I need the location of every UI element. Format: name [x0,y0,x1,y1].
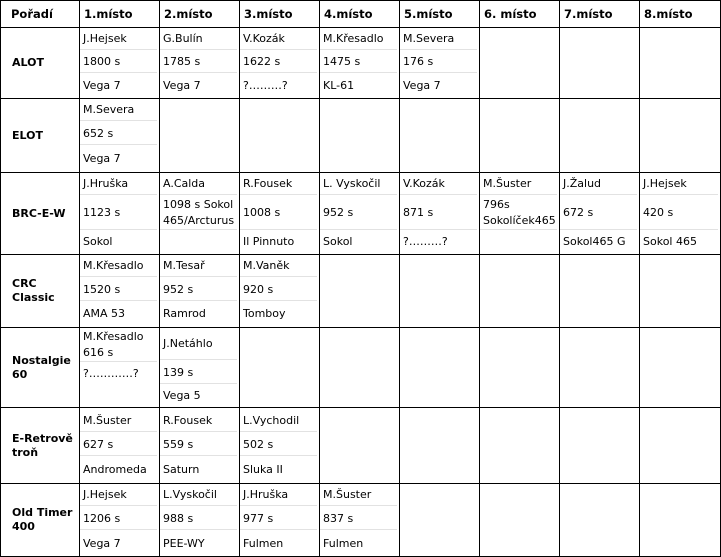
flight-time: 1123 s [80,196,157,230]
result-cell [80,28,159,98]
competitor-name: R.Fousek [240,173,317,195]
flight-time: 1785 s [160,51,237,73]
model-name: Sokol [323,235,353,248]
flight-time: 139 s [160,361,237,384]
flight-time: ?…………? [83,367,139,380]
model-name: Vega 7 [83,152,121,165]
competitor-name: M.Severa [400,28,477,50]
competitor-name: M.Vaněk [240,255,317,277]
flight-time: 1098 s Sokol 465/Arcturus [160,196,237,230]
competitor-name: M.Šuster [320,484,397,506]
competitor-name: M.Šuster [80,410,157,432]
model-name: Vega 7 [403,79,441,92]
header-cell: Pořadí [11,7,53,21]
model-name: Vega 7 [83,537,121,550]
result-cell [160,28,239,98]
flight-time: 672 s [560,196,637,230]
result-cell [480,173,559,254]
model-name: Vega 7 [83,79,121,92]
competitor-name: L.Vyskočil [160,484,237,506]
competitor-name: J.Hejsek [80,484,157,506]
result-cell [160,484,239,556]
result-cell [80,408,159,483]
model-name: PEE-WY [163,537,205,550]
competitor-name: J.Hejsek [640,173,718,195]
model-name: Sokol [83,235,113,248]
result-cell [80,255,159,327]
header-cell: 3.místo [244,7,293,21]
header-cell: 7.místo [564,7,613,21]
header-cell: 1.místo [84,7,133,21]
model-name: Vega 7 [163,79,201,92]
result-cell [320,484,399,556]
flight-time: 952 s [320,196,397,230]
competitor-name: M.Křesadlo [80,255,157,277]
model-name [160,231,237,253]
category-label: CRC Classic [12,277,55,304]
flight-time: 652 s [80,123,157,145]
model-name: Andromeda [83,463,147,476]
competitor-name: M.Severa [80,99,157,121]
header-cell: 2.místo [164,7,213,21]
model-name [480,231,557,253]
result-cell [160,255,239,327]
category-label: E-Retrovětroň [12,431,73,459]
flight-time: 977 s [240,508,317,530]
model-name: Ramrod [163,307,206,320]
result-cell [240,173,319,254]
flight-time: 1008 s [240,196,317,230]
result-cell [560,173,639,254]
competitor-name: L. Vyskočil [320,173,397,195]
competitor-name: J.Žalud [560,173,637,195]
result-cell [240,484,319,556]
result-cell [400,173,479,254]
result-cell [400,28,479,98]
result-cell [80,484,159,556]
flight-time: 1206 s [80,508,157,530]
model-name: Vega 5 [163,389,201,402]
result-cell [160,173,239,254]
model-name: Il Pinnuto [243,235,295,248]
model-name: ?………? [243,79,288,92]
model-name: ?………? [403,235,448,248]
competitor-name: G.Bulín [160,28,237,50]
flight-time: 920 s [240,279,317,301]
flight-time: 1475 s [320,51,397,73]
model-name: KL-61 [323,79,355,92]
result-cell [80,99,159,172]
flight-time: 1520 s [80,279,157,301]
category-label: BRC-E-W [12,206,66,220]
model-name: Sokol465 G [563,235,626,248]
result-cell [240,255,319,327]
flight-time: 952 s [160,279,237,301]
flight-time: 837 s [320,508,397,530]
flight-time: 176 s [400,51,477,73]
model-name: Sokol 465 [643,235,697,248]
result-cell [320,28,399,98]
flight-time: 988 s [160,508,237,530]
model-name: Fulmen [323,537,364,550]
competitor-name: J.Hruška [80,173,157,195]
competitor-name: M.Křesadlo [320,28,397,50]
competitor-name: R.Fousek [160,410,237,432]
model-name: Sluka II [243,463,283,476]
model-name: Tomboy [243,307,286,320]
result-cell [80,173,159,254]
header-cell: 8.místo [644,7,693,21]
competitor-name: V.Kozák [240,28,317,50]
result-cell [240,28,319,98]
competitor-name: J.Hejsek [80,28,157,50]
header-cell: 4.místo [324,7,373,21]
category-label: ALOT [12,56,44,69]
category-label: ELOT [12,128,43,142]
model-name: AMA 53 [83,307,126,320]
flight-time: 796s Sokolíček465 [480,196,557,230]
competitor-name: M.Tesař [160,255,237,277]
flight-time: 1622 s [240,51,317,73]
result-cell [640,173,720,254]
result-cell [80,328,159,407]
result-cell [240,408,319,483]
header-cell: 5.místo [404,7,453,21]
competitor-name: M.Křesadlo 616 s [80,328,157,362]
flight-time: 1800 s [80,51,157,73]
model-name: Saturn [163,463,200,476]
category-label: Old Timer 400 [12,506,73,533]
competitor-name: J.Netáhlo [160,328,237,360]
result-cell [160,408,239,483]
flight-time: 627 s [80,434,157,456]
flight-time: 871 s [400,196,477,230]
result-cell [160,328,239,407]
competitor-name: V.Kozák [400,173,477,195]
flight-time: 502 s [240,434,317,456]
flight-time: 559 s [160,434,237,456]
result-cell [320,173,399,254]
category-label: Nostalgie 60 [12,353,71,381]
flight-time: 420 s [640,196,718,230]
header-cell: 6. místo [484,7,537,21]
competitor-name: M.Šuster [480,173,557,195]
model-name: Fulmen [243,537,284,550]
competitor-name: A.Calda [160,173,237,195]
competitor-name: J.Hruška [240,484,317,506]
competitor-name: L.Vychodil [240,410,317,432]
